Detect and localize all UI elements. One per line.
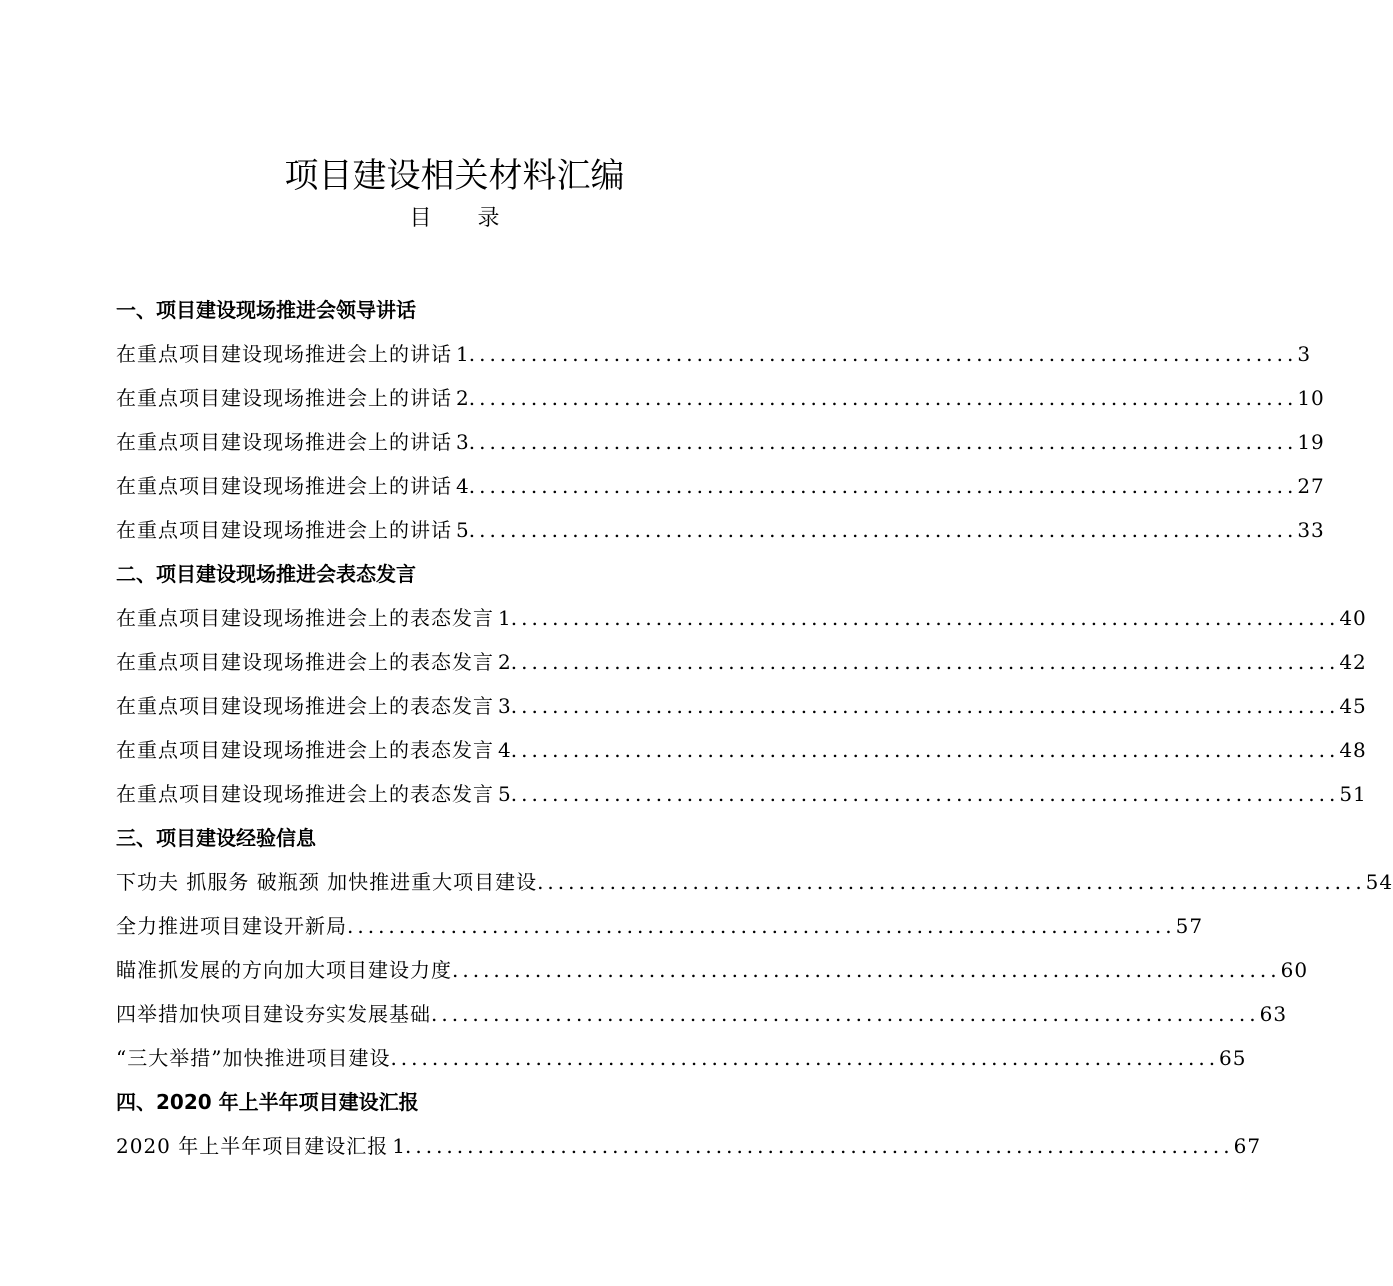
toc-heading (0, 203, 909, 235)
toc-heading-char-2: 录 (477, 206, 500, 231)
toc-entry-label: 在重点项目建设现场推进会上的讲话 (116, 342, 452, 366)
toc-entry[interactable] (116, 860, 1393, 904)
toc-entry-label: 在重点项目建设现场推进会上的讲话 (116, 474, 452, 498)
toc-entry-number: 2 (456, 386, 469, 410)
toc-page-number: 67 (1233, 1134, 1262, 1158)
toc-entry[interactable] (116, 1124, 1262, 1168)
toc-dot-leader: ................................................................................ (405, 1134, 1234, 1158)
toc-entry-label: 四举措加快项目建设夯实发展基础 (116, 1002, 431, 1026)
toc-entry-label: 在重点项目建设现场推进会上的表态发言 (116, 650, 494, 674)
toc-entry[interactable] (116, 948, 1309, 992)
toc-dot-leader: ................................................................................ (468, 342, 1298, 366)
toc-entry-label: 在重点项目建设现场推进会上的讲话 (116, 518, 452, 542)
toc-entry-label: 全力推进项目建设开新局 (116, 914, 347, 938)
toc-entry[interactable] (116, 376, 1325, 420)
toc-entry-label: 在重点项目建设现场推进会上的表态发言 (116, 606, 494, 630)
toc-entry-number: 2 (498, 650, 511, 674)
toc-heading-char-1: 目 (409, 206, 432, 231)
toc-dot-leader: ................................................................................ (510, 694, 1340, 718)
toc-dot-leader: ................................................................................ (468, 386, 1298, 410)
document-title: 项目建设相关材料汇编 (284, 156, 625, 196)
toc-entry[interactable] (116, 464, 1325, 508)
toc-entry-number: 4 (498, 738, 511, 762)
toc-entry-label: “三大举措”加快推进项目建设 (116, 1046, 391, 1070)
toc-page-number: 19 (1297, 430, 1325, 454)
toc-dot-leader: ................................................................................ (431, 1002, 1260, 1026)
toc-entry[interactable] (116, 332, 1312, 376)
toc-entry[interactable] (116, 420, 1325, 464)
toc-section-title: 一、项目建设现场推进会领导讲话 (116, 298, 416, 322)
toc-page-number: 57 (1175, 914, 1204, 938)
toc-entry[interactable] (116, 728, 1367, 772)
toc-entry[interactable] (116, 508, 1325, 552)
toc-page-number: 63 (1259, 1002, 1288, 1026)
toc-entry-number: 1 (392, 1134, 405, 1158)
toc-page-number: 27 (1297, 474, 1325, 498)
toc-page-number: 3 (1297, 342, 1312, 366)
toc-page-number: 54 (1365, 870, 1393, 894)
toc-entry-label: 下功夫 抓服务 破瓶颈 加快推进重大项目建设 (116, 870, 538, 894)
toc-dot-leader: ................................................................................ (510, 606, 1340, 630)
toc-dot-leader: ................................................................................ (468, 430, 1298, 454)
toc-page-number: 48 (1339, 738, 1367, 762)
toc-entry-number: 1 (456, 342, 469, 366)
toc-entry-label: 在重点项目建设现场推进会上的表态发言 (116, 738, 494, 762)
toc-dot-leader: ................................................................................ (347, 914, 1176, 938)
toc-entry-label: 在重点项目建设现场推进会上的表态发言 (116, 782, 494, 806)
toc-entry-label: 在重点项目建设现场推进会上的讲话 (116, 430, 452, 454)
toc-entry[interactable] (116, 772, 1367, 816)
toc-dot-leader: ................................................................................ (537, 870, 1366, 894)
toc-entry-label: 在重点项目建设现场推进会上的表态发言 (116, 694, 494, 718)
toc-page-number: 60 (1280, 958, 1309, 982)
toc-page-number: 33 (1297, 518, 1325, 542)
toc-dot-leader: ................................................................................ (510, 738, 1340, 762)
toc-entry[interactable] (116, 992, 1288, 1036)
toc-entry-number: 4 (456, 474, 469, 498)
toc-page-number: 51 (1339, 782, 1367, 806)
toc-section-title: 二、项目建设现场推进会表态发言 (116, 562, 416, 586)
toc-dot-leader: ................................................................................ (452, 958, 1281, 982)
toc-entry-label: 2020 年上半年项目建设汇报 (116, 1134, 389, 1158)
toc-entry[interactable] (116, 1036, 1247, 1080)
toc-entry-label: 瞄准抓发展的方向加大项目建设力度 (116, 958, 452, 982)
toc-entry-number: 3 (456, 430, 469, 454)
toc-page-number: 10 (1297, 386, 1325, 410)
toc-entry[interactable] (116, 640, 1367, 684)
toc-section-title: 四、2020 年上半年项目建设汇报 (116, 1090, 419, 1114)
toc-page-number: 45 (1339, 694, 1367, 718)
toc-dot-leader: ................................................................................ (510, 650, 1340, 674)
toc-entry-label: 在重点项目建设现场推进会上的讲话 (116, 386, 452, 410)
toc-page-number: 40 (1339, 606, 1367, 630)
toc-page-number: 65 (1219, 1046, 1247, 1070)
toc-dot-leader: ................................................................................ (468, 474, 1298, 498)
toc-entry[interactable] (116, 596, 1367, 640)
table-of-contents (116, 288, 1393, 1168)
toc-entry-number: 5 (498, 782, 511, 806)
toc-entry-number: 5 (456, 518, 469, 542)
toc-section-title: 三、项目建设经验信息 (116, 826, 316, 850)
toc-entry-number: 3 (498, 694, 511, 718)
toc-dot-leader: ................................................................................ (468, 518, 1298, 542)
toc-page-number: 42 (1339, 650, 1367, 674)
toc-entry[interactable] (116, 904, 1204, 948)
toc-dot-leader: ................................................................................ (510, 782, 1340, 806)
toc-entry[interactable] (116, 684, 1367, 728)
toc-entry-number: 1 (498, 606, 511, 630)
toc-dot-leader: ................................................................................ (390, 1046, 1220, 1070)
